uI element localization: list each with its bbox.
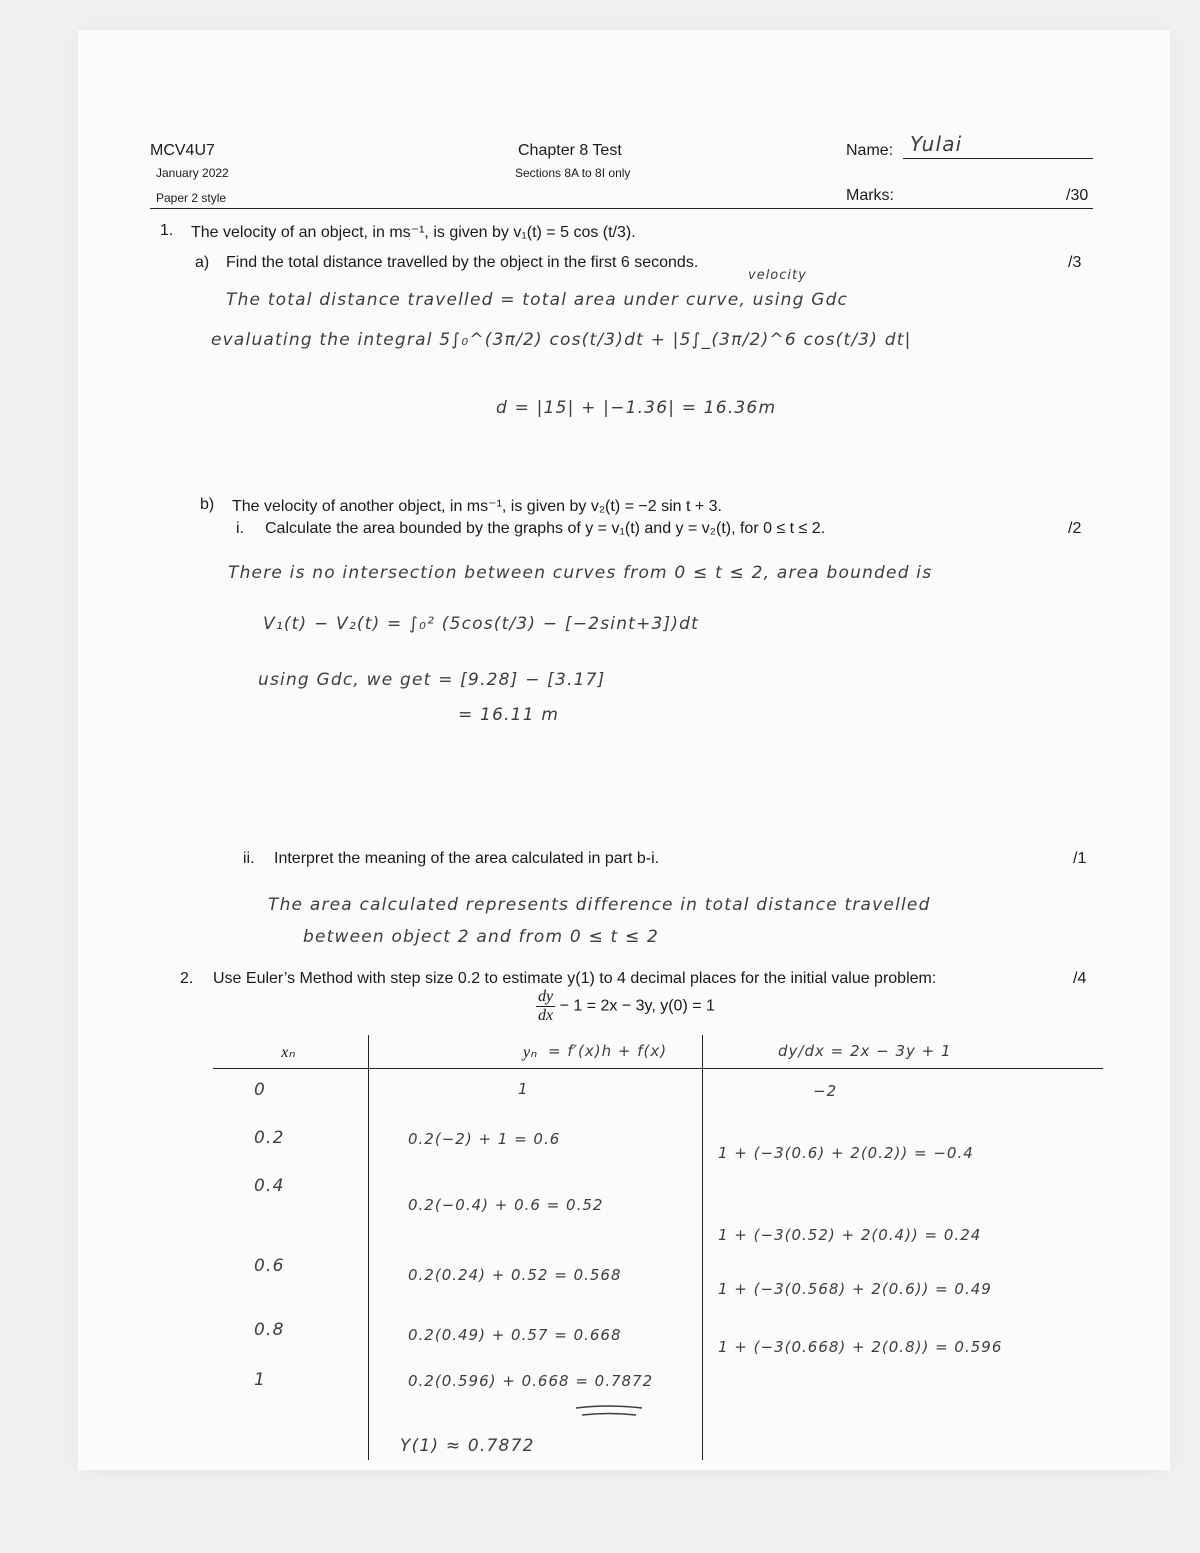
euler-y-cell: 0.2(0.24) + 0.52 = 0.568 xyxy=(408,1266,622,1284)
euler-slope-cell: −2 xyxy=(813,1082,838,1100)
euler-slope-cell: 1 + (−3(0.6) + 2(0.2)) = −0.4 xyxy=(718,1144,974,1162)
equation-rest: − 1 = 2x − 3y, y(0) = 1 xyxy=(559,997,715,1015)
col-header-y: yₙ xyxy=(523,1044,537,1061)
q2-number: 2. xyxy=(180,970,194,987)
table-divider-2 xyxy=(702,1035,703,1460)
q1a-marks: /3 xyxy=(1068,254,1082,271)
euler-slope-cell: 1 + (−3(0.568) + 2(0.6)) = 0.49 xyxy=(718,1280,992,1298)
paper-style: Paper 2 style xyxy=(156,191,227,205)
q1a-label: a) xyxy=(195,254,210,271)
q1bi-marks: /2 xyxy=(1068,520,1082,537)
final-answer: Y(1) ≈ 0.7872 xyxy=(400,1436,535,1456)
student-name: Yulai xyxy=(910,132,963,156)
header-rule xyxy=(150,208,1093,209)
q1a-answer-line-2: evaluating the integral 5∫₀^(3π/2) cos(t/3)dt + |5∫_(3π/2)^6 cos(t/3) dt| xyxy=(211,330,912,350)
col-header-x: xₙ xyxy=(281,1044,295,1061)
q2-prompt: Use Euler’s Method with step size 0.2 to estimate y(1) to 4 decimal places for the initial value problem: xyxy=(213,970,937,987)
euler-x-cell: 0.8 xyxy=(254,1320,285,1340)
course-code: MCV4U7 xyxy=(150,142,215,159)
answer-underline xyxy=(574,1402,644,1418)
q1bi-prompt: Calculate the area bounded by the graphs of y = v₁(t) and y = v₂(t), for 0 ≤ t ≤ 2. xyxy=(265,520,826,537)
q1bii-answer-line-1: The area calculated represents difference in total distance travelled xyxy=(268,895,931,915)
dy-dx-fraction xyxy=(536,988,555,1025)
q1-number: 1. xyxy=(160,222,174,239)
q2-equation xyxy=(536,988,715,1025)
test-subtitle: Sections 8A to 8I only xyxy=(515,166,631,180)
table-header-rule xyxy=(213,1068,1103,1069)
q1b-prompt: The velocity of another object, in ms⁻¹, is given by v₂(t) = −2 sin t + 3. xyxy=(232,498,722,515)
marks-label: Marks: xyxy=(846,187,894,204)
q1bii-prompt: Interpret the meaning of the area calculated in part b-i. xyxy=(274,850,660,867)
q1b-label: b) xyxy=(200,496,215,513)
q1a-note: velocity xyxy=(748,268,807,283)
euler-slope-cell: 1 + (−3(0.668) + 2(0.8)) = 0.596 xyxy=(718,1338,1003,1356)
q1bii-answer-line-2: between object 2 and from 0 ≤ t ≤ 2 xyxy=(303,927,660,947)
euler-y-cell: 0.2(0.49) + 0.57 = 0.668 xyxy=(408,1326,622,1344)
euler-x-cell: 0.4 xyxy=(254,1176,285,1196)
q1bii-marks: /1 xyxy=(1073,850,1087,867)
col-header-y-formula: = f′(x)h + f(x) xyxy=(548,1042,668,1060)
marks-total: /30 xyxy=(1066,187,1089,204)
test-title: Chapter 8 Test xyxy=(518,142,622,159)
q1-prompt: The velocity of an object, in ms⁻¹, is given by v₁(t) = 5 cos (t/3). xyxy=(191,224,636,241)
q1bi-answer-line-2: V₁(t) − V₂(t) = ∫₀² (5cos(t/3) − [−2sint+3])dt xyxy=(263,614,700,634)
q1a-answer-line-1: The total distance travelled = total area under curve, using Gdc xyxy=(226,290,849,310)
euler-x-cell: 0.2 xyxy=(254,1128,285,1148)
q2-marks: /4 xyxy=(1073,970,1087,987)
euler-x-cell: 1 xyxy=(254,1370,267,1390)
euler-y-cell: 1 xyxy=(518,1080,529,1098)
q1bi-label: i. xyxy=(236,520,244,537)
name-underline xyxy=(903,158,1093,159)
name-label: Name: xyxy=(846,142,894,159)
euler-x-cell: 0 xyxy=(254,1080,267,1100)
euler-y-cell: 0.2(−0.4) + 0.6 = 0.52 xyxy=(408,1196,604,1214)
test-date: January 2022 xyxy=(156,166,229,180)
q1bi-answer-line-4: = 16.11 m xyxy=(458,705,560,725)
col-header-dydx: dy/dx = 2x − 3y + 1 xyxy=(778,1042,952,1060)
q1a-answer-line-3: d = |15| + |−1.36| = 16.36m xyxy=(496,398,777,418)
euler-slope-cell: 1 + (−3(0.52) + 2(0.4)) = 0.24 xyxy=(718,1226,982,1244)
table-divider-1 xyxy=(368,1035,369,1460)
euler-y-cell: 0.2(0.596) + 0.668 = 0.7872 xyxy=(408,1372,654,1390)
dy-numerator: dy xyxy=(538,988,554,1005)
dx-denominator: dx xyxy=(538,1007,554,1024)
q1bi-answer-line-1: There is no intersection between curves from 0 ≤ t ≤ 2, area bounded is xyxy=(228,563,933,583)
q1bii-label: ii. xyxy=(243,850,255,867)
test-paper xyxy=(78,30,1170,1470)
q1bi-answer-line-3: using Gdc, we get = [9.28] − [3.17] xyxy=(258,670,606,690)
euler-x-cell: 0.6 xyxy=(254,1256,285,1276)
q1a-prompt: Find the total distance travelled by the object in the first 6 seconds. xyxy=(226,254,699,271)
euler-y-cell: 0.2(−2) + 1 = 0.6 xyxy=(408,1130,561,1148)
